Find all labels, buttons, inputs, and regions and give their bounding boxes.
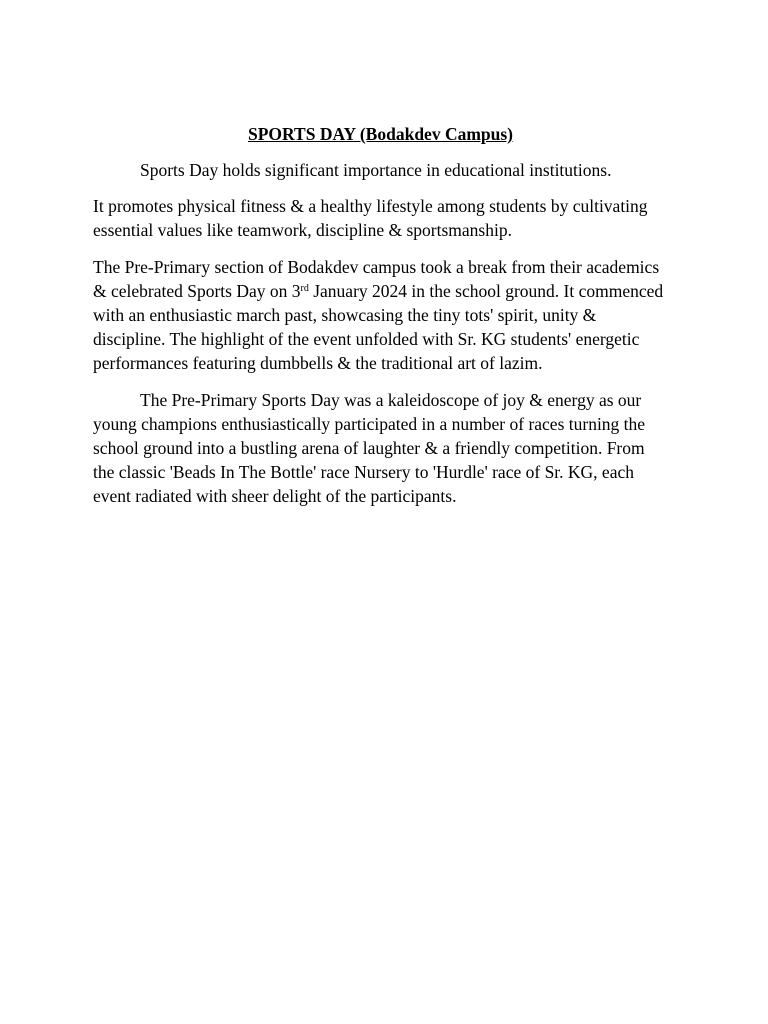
document-title: SPORTS DAY (Bodakdev Campus) [247, 124, 514, 144]
paragraph-event-text-start: The Pre-Primary section of Bodakdev campus took a break from their academics & celebrated Sports Day on 3 [93, 256, 660, 301]
ordinal-superscript: rd [300, 282, 309, 294]
paragraph-event-text-end: January 2024 in the school ground. It commenced with an enthusiastic march past, showcasing the tiny tots' spirit, unity & discipline. The highlight of the event unfolded with Sr. KG students' energetic performances featuring dumbbells & the traditional art of lazim. [93, 280, 664, 374]
paragraph-event-description [93, 255, 668, 376]
paragraph-benefits: It promotes physical fitness & a healthy lifestyle among students by cultivating essential values like teamwork, discipline & sportsmanship. [93, 196, 648, 241]
paragraph-races: The Pre-Primary Sports Day was a kaleidoscope of joy & energy as our young champions enthusiastically participated in a number of races turning the school ground into a bustling arena of laughter & a friendly competition. From the classic 'Beads In The Bottle' race Nursery to 'Hurdle' race of Sr. KG, each event radiated with sheer delight of the participants. [93, 389, 646, 507]
document-page [93, 122, 668, 521]
paragraph-importance: Sports Day holds significant importance in educational institutions. [140, 160, 612, 180]
